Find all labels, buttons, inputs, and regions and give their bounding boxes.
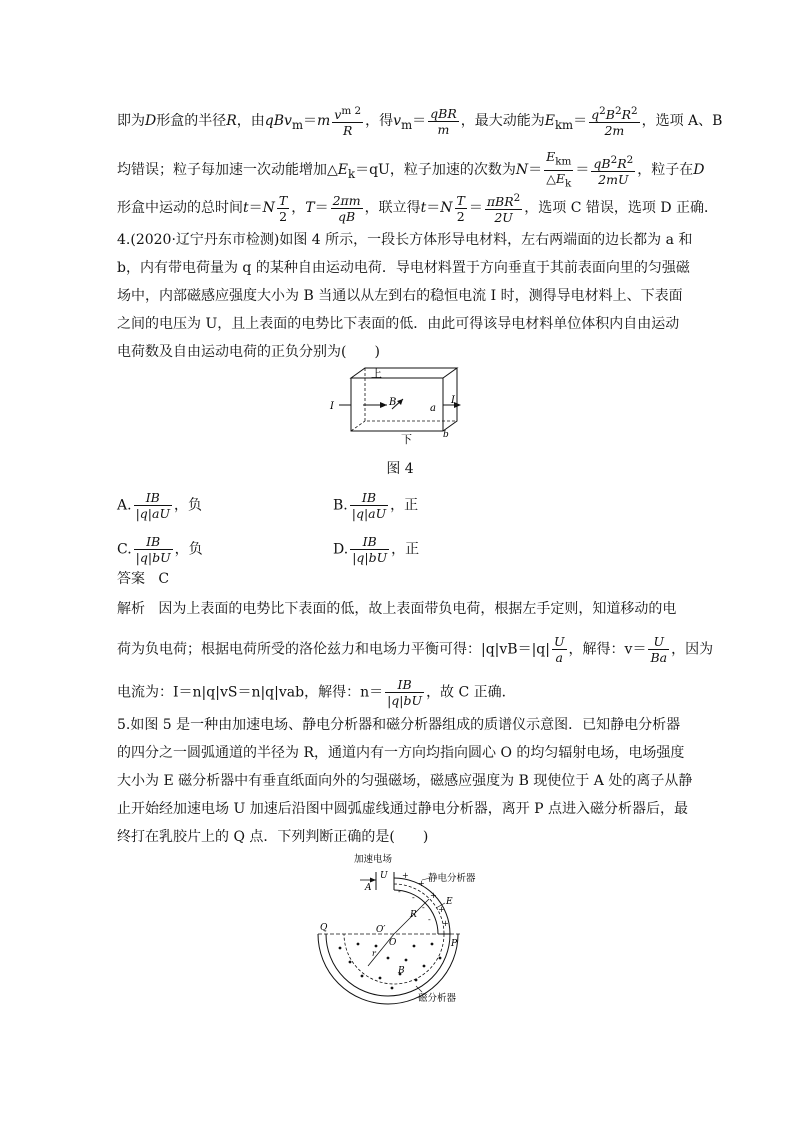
fraction: $\frac{E_{km}}{\triangle E_k}$ (546, 149, 572, 189)
option-d[interactable]: D. $\frac{IB}{|q|bU}$ ，正 (333, 534, 420, 565)
figure-5-mass-spectrometer (310, 848, 500, 1008)
label-accel: 加速电场 (354, 854, 393, 865)
fraction: $\frac{v^{m 2}}{R}$ (334, 105, 362, 139)
label-estat: 静电分析器 (428, 873, 476, 884)
fraction: $\frac{\text{qBR}}{m}$ (430, 105, 457, 137)
q4-line-5: 电荷数及自由运动电荷的正负分别为( ) (117, 344, 380, 360)
plus-2: + (418, 879, 425, 888)
fraction: $\frac{IB}{|q|aU}$ (351, 490, 387, 521)
label-U: U (380, 871, 388, 881)
label-r: r (372, 949, 376, 958)
fraction: $\frac{IB}{|q|aU}$ (135, 490, 170, 521)
q5-line-1: 5.如图 5 是一种由加速电场、静电分析器和磁分析器组成的质谱仪示意图．已知静电分析器 (117, 717, 681, 733)
minus-4: - (428, 915, 431, 924)
analysis-line-3: 电流为：I＝n|q|vS＝n|q|vab，解得：n＝ $\frac{IB}{|q|bU}$ ，故 C 正确． (117, 677, 516, 708)
label-current-in: I (330, 401, 334, 412)
q4-line-3: 场中，内部磁感应强度大小为 B 当通以从左到右的稳恒电流 I 时，测得导电材料上、下表面 (117, 288, 683, 304)
analysis-line-1: 解析 因为上表面的电势比下表面的低，故上表面带负电荷，根据左手定则，知道移动的电 (117, 601, 677, 617)
minus-2: - (412, 893, 415, 902)
minus-3: - (422, 903, 425, 912)
q5-line-5: 终打在乳胶片上的 Q 点．下列判断正确的是( ) (117, 829, 429, 845)
prev-line-2: 均错误；粒子每加速一次动能增加$\triangle E_k=qU$，粒子加速的次数为N＝ $\frac{E_{km}}{\triangle E_k}$ ＝ $\frac{qB^2R^2}{2mU}$ ，粒子在D (117, 149, 705, 189)
label-bottom: 下 (401, 433, 412, 445)
q4-line-1: 4.(2020·辽宁丹东市检测)如图 4 所示，一段长方体形导电材料，左右两端面的边长都为 a 和 (117, 232, 693, 248)
fraction: $\frac{U}{Ba}$ (650, 634, 668, 665)
plus-1: + (402, 871, 409, 880)
plus-3: + (430, 891, 437, 900)
q5-line-4: 止开始经加速电场 U 加速后沿图中圆弧虚线通过静电分析器，离开 P 点进入磁分析器后，最 (117, 801, 689, 817)
analysis-line-2: 荷为负电荷；根据电荷所受的洛伦兹力和电场力平衡可得：|q|vB＝|q| $\frac{U}{a}$ ，解得：v＝ $\frac{U}{Ba}$ ，因为 (117, 634, 714, 665)
plus-5: + (442, 919, 449, 928)
label-R: R (410, 910, 417, 920)
label-b: b (443, 430, 449, 440)
fraction: $\frac{IB}{|q|bU}$ (352, 534, 388, 565)
label-a: a (430, 403, 436, 414)
option-b[interactable]: B. $\frac{IB}{|q|aU}$ ，正 (333, 490, 419, 521)
prev-line-3: 形盒中运动的总时间t＝N $\frac{T}{2}$ ，T＝ $\frac{2\pi m}{qB}$ ，联立得t＝N $\frac{T}{2}$ ＝ $\frac{\pi BR^2}{2U}$ ，选项 C 错误，选项 D 正确． (117, 192, 719, 226)
label-A: A (365, 883, 372, 893)
q5-line-3: 大小为 E 磁分析器中有垂直纸面向外的匀强磁场，磁感应强度为 B 现使位于 A 处的离子从静 (117, 773, 693, 789)
label-top: 上 (371, 367, 382, 380)
label-current-out: I (451, 395, 455, 406)
figure-4-caption: 图 4 (386, 461, 414, 477)
label-magnet: 磁分析器 (418, 993, 457, 1004)
figure-4-conductor (325, 363, 475, 445)
label-O: O (389, 938, 397, 948)
plus-4: + (438, 905, 445, 914)
fraction: $\frac{2\pi m}{qB}$ (332, 192, 361, 224)
label-B: B (398, 966, 405, 976)
label-P: P (451, 939, 458, 949)
fraction: $\frac{\pi BR^2}{2U}$ (486, 192, 521, 226)
q5-line-2: 的四分之一圆弧通道的半径为 R，通道内有一方向均指向圆心 O 的均匀辐射电场，电场强度 (117, 745, 685, 761)
fraction: $\frac{T}{2}$ (456, 192, 465, 224)
fraction: $\frac{IB}{|q|bU}$ (387, 677, 423, 708)
answer: 答案 C (117, 571, 170, 587)
fraction: $\frac{q^2B^2R^2}{2m}$ (591, 105, 638, 139)
label-E: E (446, 897, 453, 907)
option-c[interactable]: C. $\frac{IB}{|q|bU}$ ，负 (117, 534, 203, 565)
option-a[interactable]: A. $\frac{IB}{|q|aU}$ ，负 (117, 490, 202, 521)
fraction: $\frac{IB}{|q|bU}$ (135, 534, 171, 565)
fraction: $\frac{qB^2R^2}{2mU}$ (593, 153, 634, 188)
label-O-prime: O′ (376, 925, 386, 935)
prev-line-1: 即为D形盒的半径R，由qBv$_m$＝m $\frac{v^{m 2}}{R}$ ，得$v_m=$ $\frac{\text{qBR}}{m}$ ，最大动能为$E_{km}=$ $\frac{q^2B^2R^2}{2m}$ ，选项 A、B (117, 105, 723, 139)
label-Q: Q (320, 923, 328, 933)
fraction: $\frac{U}{a}$ (554, 634, 565, 665)
label-field: B (389, 397, 397, 408)
fraction: $\frac{T}{2}$ (278, 192, 288, 224)
q4-line-2: b，内有带电荷量为 q 的某种自由运动电荷．导电材料置于方向垂直于其前表面向里的匀强磁 (117, 260, 690, 276)
minus-1: - (398, 887, 401, 896)
q4-line-4: 之间的电压为 U，且上表面的电势比下表面的低．由此可得该导电材料单位体积内自由运动 (117, 316, 680, 332)
